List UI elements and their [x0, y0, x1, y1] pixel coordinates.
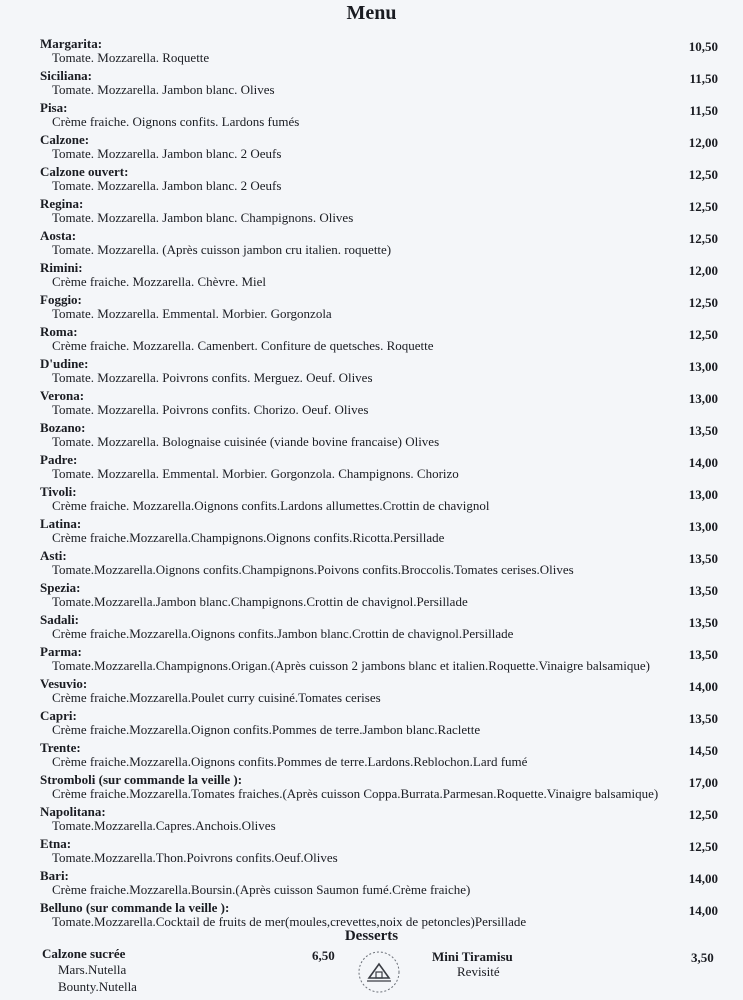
item-price: 17,00 — [688, 775, 718, 790]
item-description: Crème fraiche. Mozzarella. Chèvre. Miel — [52, 274, 267, 289]
menu-item — [40, 196, 718, 228]
item-name: Calzone ouvert: — [40, 164, 129, 179]
house-badge-icon — [355, 948, 403, 996]
menu-item — [40, 452, 718, 484]
item-price: 12,00 — [688, 263, 718, 278]
item-price: 13,00 — [688, 359, 718, 374]
desserts-title: Desserts — [344, 928, 399, 944]
menu-item — [40, 388, 718, 420]
item-name: Verona: — [40, 388, 85, 403]
item-name: Aosta: — [40, 228, 77, 243]
menu-item — [40, 132, 718, 164]
item-name: Calzone: — [40, 132, 90, 147]
item-price: 14,50 — [688, 743, 718, 758]
item-price: 12,50 — [688, 199, 718, 214]
menu-item — [40, 164, 718, 196]
item-description: Tomate. Mozzarella. Jambon blanc. 2 Oeufs — [52, 146, 282, 161]
menu-item — [40, 356, 718, 388]
menu-item — [40, 708, 718, 740]
menu-item — [40, 228, 718, 260]
item-price: 13,00 — [688, 519, 718, 534]
item-name: Vesuvio: — [40, 676, 88, 691]
item-description: Crème fraiche.Mozzarella.Tomates fraiches.(Après cuisson Coppa.Burrata.Parmesan.Roquette.Vinaigre balsamique) — [52, 786, 659, 801]
item-description: Tomate. Mozzarella. (Après cuisson jambon cru italien. roquette) — [52, 242, 392, 257]
menu-item — [40, 868, 718, 900]
item-name: Margarita: — [40, 36, 103, 51]
menu-item — [40, 260, 718, 292]
item-name: D'udine: — [40, 356, 89, 371]
item-description: Tomate. Mozzarella. Emmental. Morbier. Gorgonzola. Champignons. Chorizo — [52, 466, 459, 481]
item-description: Crème fraiche.Mozzarella.Oignon confits.Pommes de terre.Jambon blanc.Raclette — [52, 722, 481, 737]
item-price: 12,50 — [688, 295, 718, 310]
item-name: Sadali: — [40, 612, 80, 627]
item-name: Parma: — [40, 644, 82, 659]
dessert-line: Revisité — [457, 964, 500, 979]
item-description: Tomate.Mozzarella.Jambon blanc.Champignons.Crottin de chavignol.Persillade — [52, 594, 468, 609]
item-price: 12,50 — [688, 167, 718, 182]
dessert-price-right: 3,50 — [691, 950, 714, 965]
item-price: 11,50 — [689, 71, 718, 86]
item-price: 11,50 — [689, 103, 718, 118]
dessert-price-left: 6,50 — [312, 948, 335, 963]
menu-item — [40, 772, 718, 804]
menu-item — [40, 580, 718, 612]
item-name: Asti: — [40, 548, 67, 563]
item-name: Latina: — [40, 516, 82, 531]
menu-item — [40, 292, 718, 324]
item-name: Rimini: — [40, 260, 83, 275]
item-name: Foggio: — [40, 292, 82, 307]
item-price: 14,00 — [688, 455, 718, 470]
item-price: 14,00 — [688, 679, 718, 694]
item-description: Crème fraiche.Mozzarella.Poulet curry cuisiné.Tomates cerises — [52, 690, 381, 705]
item-name: Roma: — [40, 324, 78, 339]
item-description: Tomate. Mozzarella. Jambon blanc. Olives — [52, 82, 275, 97]
item-name: Stromboli (sur commande la veille ): — [40, 772, 243, 787]
page-title: Menu — [346, 2, 397, 24]
item-description: Crème fraiche.Mozzarella.Boursin.(Après cuisson Saumon fumé.Crème fraiche) — [52, 882, 471, 897]
dessert-name-left: Calzone sucrée — [42, 946, 126, 961]
menu-item — [40, 836, 718, 868]
item-description: Crème fraiche. Mozzarella.Oignons confits.Lardons allumettes.Crottin de chavignol — [52, 498, 490, 513]
menu-item — [40, 484, 718, 516]
menu-item — [40, 36, 718, 68]
item-name: Belluno (sur commande la veille ): — [40, 900, 230, 915]
item-description: Tomate. Mozzarella. Poivrons confits. Merguez. Oeuf. Olives — [52, 370, 373, 385]
menu-item — [40, 676, 718, 708]
menu-item — [40, 804, 718, 836]
item-description: Tomate. Mozzarella. Roquette — [52, 50, 210, 65]
item-name: Padre: — [40, 452, 78, 467]
item-description: Tomate.Mozzarella.Cocktail de fruits de mer(moules,crevettes,noix de petoncles)Persillade — [52, 914, 527, 929]
item-name: Trente: — [40, 740, 81, 755]
menu-item — [40, 644, 718, 676]
dessert-line: Bounty.Nutella — [58, 979, 137, 994]
item-name: Capri: — [40, 708, 77, 723]
item-name: Bari: — [40, 868, 69, 883]
item-description: Crème fraiche.Mozzarella.Oignons confits.Pommes de terre.Lardons.Reblochon.Lard fumé — [52, 754, 528, 769]
item-price: 12,00 — [688, 135, 718, 150]
item-price: 13,00 — [688, 487, 718, 502]
item-price: 12,50 — [688, 807, 718, 822]
item-price: 13,50 — [688, 615, 718, 630]
menu-item — [40, 420, 718, 452]
item-price: 13,00 — [688, 391, 718, 406]
item-description: Crème fraiche. Mozzarella. Camenbert. Confiture de quetsches. Roquette — [52, 338, 434, 353]
item-price: 10,50 — [688, 39, 718, 54]
item-name: Siciliana: — [40, 68, 93, 83]
item-description: Tomate. Mozzarella. Jambon blanc. 2 Oeufs — [52, 178, 282, 193]
item-description: Tomate.Mozzarella.Champignons.Origan.(Après cuisson 2 jambons blanc et italien.Roquette.Vinaigre balsamique) — [52, 658, 650, 673]
menu-item — [40, 324, 718, 356]
item-description: Tomate. Mozzarella. Jambon blanc. Champignons. Olives — [52, 210, 354, 225]
menu-item — [40, 100, 718, 132]
item-price: 12,50 — [688, 231, 718, 246]
item-description: Tomate. Mozzarella. Bolognaise cuisinée (viande bovine francaise) Olives — [52, 434, 440, 449]
pizza-list — [40, 36, 718, 932]
item-price: 12,50 — [688, 839, 718, 854]
item-description: Crème fraiche. Oignons confits. Lardons fumés — [52, 114, 300, 129]
item-price: 13,50 — [688, 551, 718, 566]
item-price: 14,00 — [688, 903, 718, 918]
item-name: Etna: — [40, 836, 72, 851]
item-description: Tomate.Mozzarella.Oignons confits.Champignons.Poivons confits.Broccolis.Tomates cerises.Olives — [52, 562, 574, 577]
item-description: Tomate.Mozzarella.Capres.Anchois.Olives — [52, 818, 276, 833]
item-name: Regina: — [40, 196, 84, 211]
menu-item — [40, 516, 718, 548]
item-name: Napolitana: — [40, 804, 106, 819]
item-description: Crème fraiche.Mozzarella.Champignons.Oignons confits.Ricotta.Persillade — [52, 530, 445, 545]
menu-item — [40, 548, 718, 580]
item-price: 13,50 — [688, 711, 718, 726]
item-price: 13,50 — [688, 423, 718, 438]
item-price: 14,00 — [688, 871, 718, 886]
item-description: Crème fraiche.Mozzarella.Oignons confits.Jambon blanc.Crottin de chavignol.Persillade — [52, 626, 514, 641]
item-description: Tomate. Mozzarella. Poivrons confits. Chorizo. Oeuf. Olives — [52, 402, 369, 417]
menu-item — [40, 68, 718, 100]
item-name: Bozano: — [40, 420, 86, 435]
item-description: Tomate. Mozzarella. Emmental. Morbier. Gorgonzola — [52, 306, 332, 321]
menu-item — [40, 612, 718, 644]
item-description: Tomate.Mozzarella.Thon.Poivrons confits.Oeuf.Olives — [52, 850, 338, 865]
dessert-line: Mars.Nutella — [58, 962, 127, 977]
item-price: 13,50 — [688, 583, 718, 598]
menu-item — [40, 740, 718, 772]
item-name: Pisa: — [40, 100, 68, 115]
item-name: Tivoli: — [40, 484, 77, 499]
dessert-name-right: Mini Tiramisu — [432, 949, 513, 964]
item-price: 12,50 — [688, 327, 718, 342]
item-price: 13,50 — [688, 647, 718, 662]
item-name: Spezia: — [40, 580, 81, 595]
